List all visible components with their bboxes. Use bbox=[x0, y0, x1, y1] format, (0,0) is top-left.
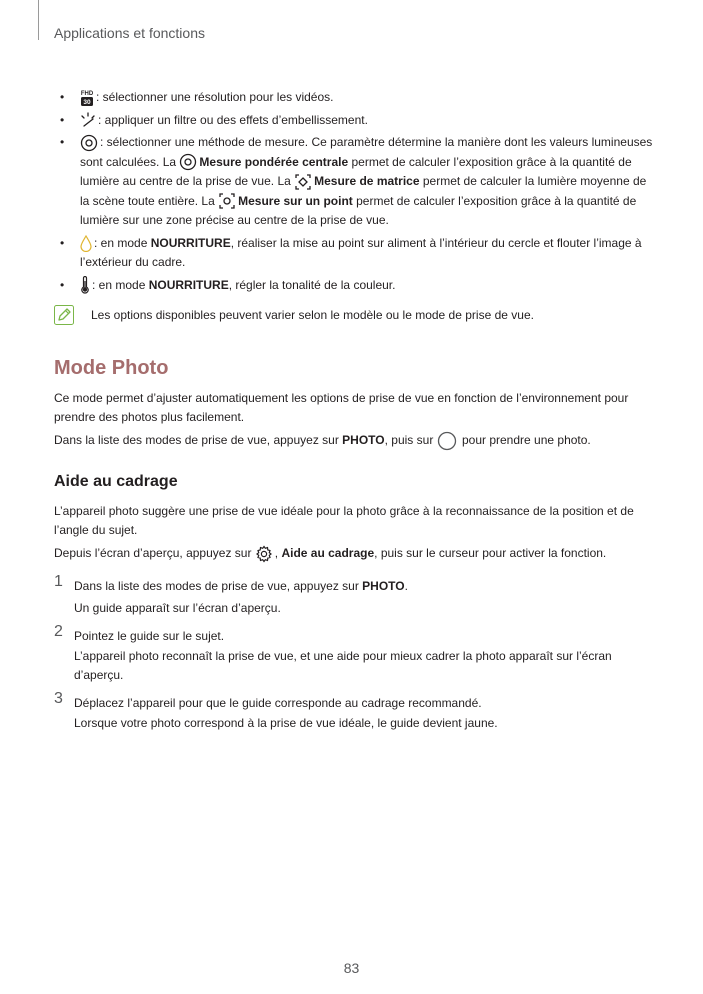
bullet-item: • : sélectionner une méthode de mesure. Ce paramètre détermine la manière dont les valeurs lumineuses sont calculées. La Mesure pondérée centrale permet de calculer l’exposition grâce à la quantité de lumière au centre de la prise de vue. La Mesure de matrice permet de calculer la lumière moyenne de la scène toute entière. La Mesure sur un point permet de calculer l’exposition grâce à la quantité de lumière sur une zone précise au centre de la prise de vue. bbox=[60, 135, 653, 227]
section-title-mode-photo: Mode Photo bbox=[54, 357, 169, 379]
step-text: Dans la liste des modes de prise de vue, appuyez sur PHOTO. bbox=[74, 579, 408, 593]
bullet-item: • : en mode NOURRITURE, réaliser la mise au point sur aliment à l’intérieur du cercle et flouter l’image à l’extérieur du cadre. bbox=[60, 235, 642, 269]
bullet-list bbox=[58, 88, 658, 298]
step-text: Pointez le guide sur le sujet. bbox=[74, 629, 225, 643]
matrix-metering-icon bbox=[294, 173, 312, 191]
aide-paragraph-1: L’appareil photo suggère une prise de vue idéale pour la photo grâce à la reconnaissance de la position et de l’angle du sujet. bbox=[54, 504, 634, 537]
drop-focus-icon bbox=[80, 235, 92, 252]
bullet-item: • : en mode NOURRITURE, régler la tonalité de la couleur. bbox=[58, 276, 658, 296]
mode-photo-paragraph-2: Dans la liste des modes de prise de vue, appuyez sur PHOTO, puis sur pour prendre une photo. bbox=[54, 431, 654, 451]
metering-icon bbox=[80, 134, 98, 152]
step-subtext: Un guide apparaît sur l’écran d’aperçu. bbox=[74, 601, 281, 615]
page-number: 83 bbox=[343, 960, 360, 976]
step-text: Déplacez l’appareil pour que le guide corresponde au cadrage recommandé. bbox=[74, 696, 482, 710]
bullet-text: : appliquer un filtre ou des effets d’embellissement. bbox=[98, 112, 368, 127]
bullet-item: • FHD 30 : sélectionner une résolution pour les vidéos. bbox=[60, 90, 334, 106]
section-title-aide-au-cadrage: Aide au cadrage bbox=[54, 473, 178, 490]
note-text: Les options disponibles peuvent varier selon le modèle ou le mode de prise de vue. bbox=[91, 308, 534, 322]
spot-metering-icon bbox=[218, 192, 236, 210]
step-number: 1 bbox=[54, 573, 63, 590]
header-rule bbox=[38, 0, 39, 40]
header-title: Applications et fonctions bbox=[54, 25, 205, 41]
step-number: 3 bbox=[54, 690, 63, 707]
bullet-text: : sélectionner une résolution pour les vidéos. bbox=[96, 90, 334, 104]
bullet-item: • : appliquer un filtre ou des effets d’embellissement. bbox=[60, 112, 368, 127]
thermometer-icon bbox=[80, 276, 90, 294]
sparkle-filter-icon bbox=[80, 112, 96, 128]
mode-photo-paragraph-1: Ce mode permet d’ajuster automatiquement les options de prise de vue en fonction de l’environnement pour prendre des photos plus facilement. bbox=[54, 391, 629, 424]
center-weighted-icon bbox=[179, 153, 197, 171]
svg-text:FHD: FHD bbox=[80, 90, 94, 97]
svg-text:30: 30 bbox=[83, 98, 91, 106]
step-number: 2 bbox=[54, 623, 63, 640]
step-subtext: Lorsque votre photo correspond à la prise de vue idéale, le guide devient jaune. bbox=[74, 716, 498, 730]
settings-gear-icon bbox=[255, 545, 273, 563]
fhd-30-resolution-icon bbox=[80, 89, 94, 107]
note-pencil-icon bbox=[54, 305, 74, 325]
step-subtext: L’appareil photo reconnaît la prise de vue, et une aide pour mieux cadrer la photo apparaît sur l’écran d’aperçu. bbox=[74, 649, 612, 682]
shutter-button-icon bbox=[437, 431, 457, 451]
aide-paragraph-2: Depuis l’écran d’aperçu, appuyez sur , Aide au cadrage, puis sur le curseur pour activer la fonction. bbox=[54, 544, 654, 563]
